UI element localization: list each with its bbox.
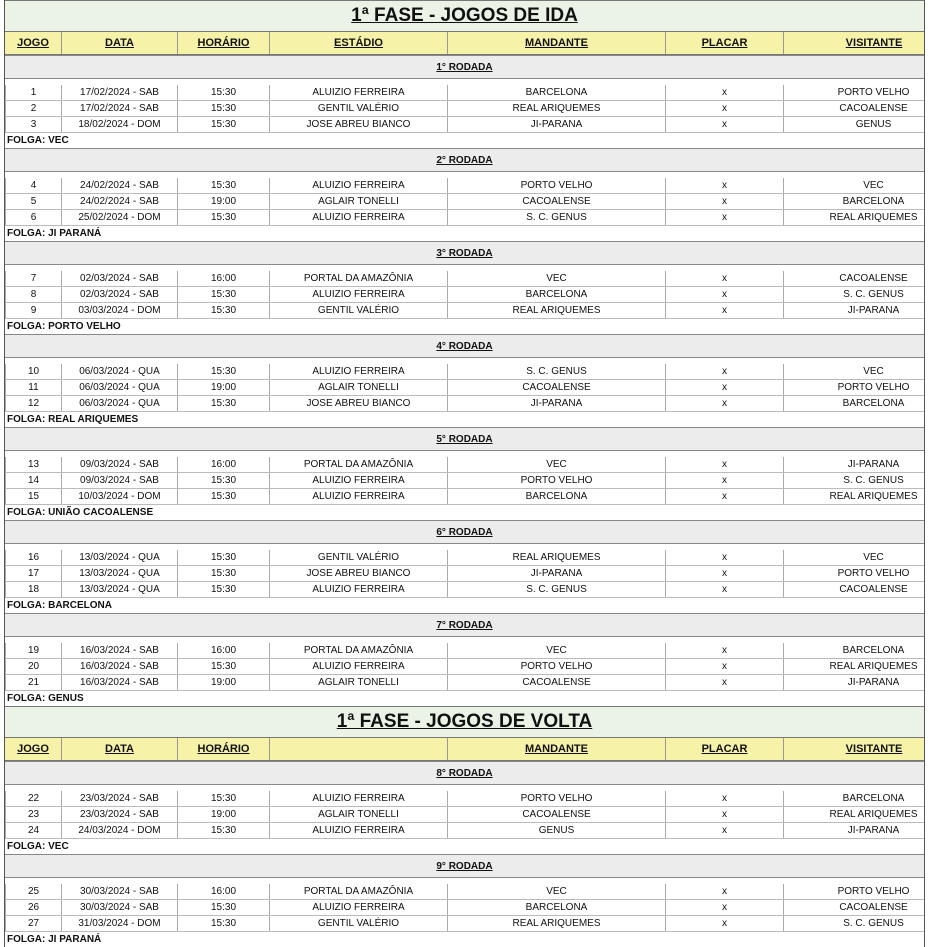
cell-mandante: BARCELONA [448, 489, 666, 504]
cell-visitante: S. C. GENUS [784, 473, 930, 488]
header-placar: PLACAR [666, 32, 784, 54]
cell-mandante: REAL ARIQUEMES [448, 550, 666, 565]
game-row [5, 791, 924, 807]
game-row [5, 271, 924, 287]
cell-jogo: 10 [5, 364, 62, 379]
cell-placar: x [666, 380, 784, 395]
cell-horario: 15:30 [178, 396, 270, 411]
cell-visitante: BARCELONA [784, 643, 930, 658]
cell-placar: x [666, 364, 784, 379]
cell-mandante: PORTO VELHO [448, 473, 666, 488]
cell-mandante: VEC [448, 643, 666, 658]
cell-placar: x [666, 550, 784, 565]
cell-visitante: CACOALENSE [784, 271, 930, 286]
game-row [5, 396, 924, 412]
cell-data: 30/03/2024 - SAB [62, 884, 178, 899]
cell-data: 16/03/2024 - SAB [62, 659, 178, 674]
cell-estadio: AGLAIR TONELLI [270, 194, 448, 209]
bye-note: FOLGA: JI PARANÁ [7, 228, 102, 239]
cell-visitante: S. C. GENUS [784, 287, 930, 302]
game-row [5, 916, 924, 932]
cell-visitante: VEC [784, 364, 930, 379]
header-mandante: MANDANTE [448, 738, 666, 760]
cell-mandante: VEC [448, 884, 666, 899]
game-row [5, 659, 924, 675]
schedule-sheet [4, 0, 925, 947]
cell-data: 24/02/2024 - SAB [62, 178, 178, 193]
cell-placar: x [666, 566, 784, 581]
cell-visitante: CACOALENSE [784, 101, 930, 116]
game-row [5, 900, 924, 916]
cell-data: 03/03/2024 - DOM [62, 303, 178, 318]
cell-placar: x [666, 396, 784, 411]
cell-horario: 16:00 [178, 643, 270, 658]
game-row [5, 457, 924, 473]
phase-title: 1ª FASE - JOGOS DE IDA [5, 0, 924, 32]
game-row [5, 85, 924, 101]
cell-visitante: CACOALENSE [784, 900, 930, 915]
cell-horario: 15:30 [178, 85, 270, 100]
game-row [5, 194, 924, 210]
game-row [5, 101, 924, 117]
cell-horario: 15:30 [178, 489, 270, 504]
cell-visitante: JI-PARANA [784, 457, 930, 472]
cell-estadio: JOSE ABREU BIANCO [270, 117, 448, 132]
cell-horario: 15:30 [178, 550, 270, 565]
cell-mandante: PORTO VELHO [448, 659, 666, 674]
cell-jogo: 21 [5, 675, 62, 690]
cell-placar: x [666, 473, 784, 488]
cell-data: 18/02/2024 - DOM [62, 117, 178, 132]
cell-estadio: GENTIL VALÉRIO [270, 101, 448, 116]
cell-visitante: S. C. GENUS [784, 916, 930, 931]
cell-data: 16/03/2024 - SAB [62, 643, 178, 658]
round-title: 3° RODADA [5, 241, 924, 265]
cell-horario: 15:30 [178, 364, 270, 379]
cell-placar: x [666, 916, 784, 931]
cell-horario: 15:30 [178, 210, 270, 225]
cell-data: 23/03/2024 - SAB [62, 807, 178, 822]
cell-mandante: REAL ARIQUEMES [448, 101, 666, 116]
cell-horario: 15:30 [178, 117, 270, 132]
cell-jogo: 25 [5, 884, 62, 899]
cell-jogo: 7 [5, 271, 62, 286]
cell-estadio: AGLAIR TONELLI [270, 380, 448, 395]
cell-estadio: ALUIZIO FERREIRA [270, 473, 448, 488]
cell-mandante: VEC [448, 271, 666, 286]
header-data: DATA [62, 738, 178, 760]
cell-placar: x [666, 303, 784, 318]
cell-estadio: JOSE ABREU BIANCO [270, 566, 448, 581]
cell-placar: x [666, 884, 784, 899]
cell-placar: x [666, 85, 784, 100]
cell-horario: 16:00 [178, 457, 270, 472]
bye-note: FOLGA: BARCELONA [7, 600, 112, 611]
game-row [5, 823, 924, 839]
cell-estadio: ALUIZIO FERREIRA [270, 210, 448, 225]
cell-data: 13/03/2024 - QUA [62, 566, 178, 581]
header-data: DATA [62, 32, 178, 54]
game-row [5, 473, 924, 489]
cell-jogo: 27 [5, 916, 62, 931]
cell-estadio: PORTAL DA AMAZÔNIA [270, 643, 448, 658]
cell-visitante: PORTO VELHO [784, 85, 930, 100]
cell-estadio: GENTIL VALÉRIO [270, 550, 448, 565]
cell-jogo: 19 [5, 643, 62, 658]
cell-jogo: 2 [5, 101, 62, 116]
cell-placar: x [666, 210, 784, 225]
cell-placar: x [666, 489, 784, 504]
cell-mandante: S. C. GENUS [448, 364, 666, 379]
cell-visitante: REAL ARIQUEMES [784, 489, 930, 504]
cell-horario: 15:30 [178, 791, 270, 806]
cell-mandante: JI-PARANA [448, 117, 666, 132]
cell-mandante: BARCELONA [448, 85, 666, 100]
cell-mandante: JI-PARANA [448, 566, 666, 581]
cell-data: 13/03/2024 - QUA [62, 550, 178, 565]
cell-jogo: 20 [5, 659, 62, 674]
cell-visitante: VEC [784, 550, 930, 565]
cell-placar: x [666, 643, 784, 658]
cell-visitante: REAL ARIQUEMES [784, 807, 930, 822]
cell-estadio: ALUIZIO FERREIRA [270, 791, 448, 806]
cell-data: 09/03/2024 - SAB [62, 457, 178, 472]
cell-data: 06/03/2024 - QUA [62, 396, 178, 411]
cell-estadio: ALUIZIO FERREIRA [270, 287, 448, 302]
game-row [5, 303, 924, 319]
bye-note: FOLGA: REAL ARIQUEMES [7, 414, 139, 425]
cell-mandante: S. C. GENUS [448, 210, 666, 225]
cell-jogo: 23 [5, 807, 62, 822]
game-row [5, 582, 924, 598]
cell-mandante: REAL ARIQUEMES [448, 303, 666, 318]
cell-data: 24/02/2024 - SAB [62, 194, 178, 209]
cell-data: 24/03/2024 - DOM [62, 823, 178, 838]
cell-mandante: REAL ARIQUEMES [448, 916, 666, 931]
column-header-row [5, 738, 924, 761]
cell-placar: x [666, 457, 784, 472]
cell-data: 16/03/2024 - SAB [62, 675, 178, 690]
cell-jogo: 14 [5, 473, 62, 488]
cell-horario: 19:00 [178, 675, 270, 690]
cell-horario: 15:30 [178, 303, 270, 318]
cell-estadio: ALUIZIO FERREIRA [270, 823, 448, 838]
bye-note: FOLGA: JI PARANÁ [7, 934, 102, 945]
cell-jogo: 22 [5, 791, 62, 806]
cell-horario: 15:30 [178, 900, 270, 915]
cell-data: 25/02/2024 - DOM [62, 210, 178, 225]
cell-data: 10/03/2024 - DOM [62, 489, 178, 504]
cell-horario: 19:00 [178, 380, 270, 395]
cell-data: 31/03/2024 - DOM [62, 916, 178, 931]
cell-jogo: 18 [5, 582, 62, 597]
cell-jogo: 13 [5, 457, 62, 472]
cell-jogo: 16 [5, 550, 62, 565]
cell-estadio: ALUIZIO FERREIRA [270, 900, 448, 915]
cell-data: 23/03/2024 - SAB [62, 791, 178, 806]
cell-visitante: BARCELONA [784, 194, 930, 209]
cell-estadio: GENTIL VALÉRIO [270, 916, 448, 931]
cell-visitante: PORTO VELHO [784, 884, 930, 899]
cell-data: 30/03/2024 - SAB [62, 900, 178, 915]
cell-mandante: BARCELONA [448, 287, 666, 302]
cell-jogo: 26 [5, 900, 62, 915]
cell-data: 17/02/2024 - SAB [62, 101, 178, 116]
cell-placar: x [666, 101, 784, 116]
game-row [5, 287, 924, 303]
cell-horario: 15:30 [178, 916, 270, 931]
cell-jogo: 1 [5, 85, 62, 100]
header-horario: HORÁRIO [178, 32, 270, 54]
game-row [5, 550, 924, 566]
round-title: 1° RODADA [5, 55, 924, 79]
cell-jogo: 11 [5, 380, 62, 395]
cell-mandante: BARCELONA [448, 900, 666, 915]
game-row [5, 210, 924, 226]
cell-placar: x [666, 194, 784, 209]
cell-data: 06/03/2024 - QUA [62, 380, 178, 395]
bye-note: FOLGA: VEC [7, 135, 69, 146]
cell-visitante: VEC [784, 178, 930, 193]
game-row [5, 566, 924, 582]
cell-mandante: CACOALENSE [448, 807, 666, 822]
cell-estadio: AGLAIR TONELLI [270, 807, 448, 822]
cell-horario: 15:30 [178, 659, 270, 674]
header-horario: HORÁRIO [178, 738, 270, 760]
cell-visitante: REAL ARIQUEMES [784, 659, 930, 674]
cell-mandante: PORTO VELHO [448, 791, 666, 806]
column-header-row [5, 32, 924, 55]
cell-data: 06/03/2024 - QUA [62, 364, 178, 379]
cell-horario: 15:30 [178, 473, 270, 488]
cell-horario: 19:00 [178, 807, 270, 822]
cell-mandante: CACOALENSE [448, 380, 666, 395]
cell-jogo: 9 [5, 303, 62, 318]
cell-data: 09/03/2024 - SAB [62, 473, 178, 488]
cell-placar: x [666, 117, 784, 132]
cell-estadio: PORTAL DA AMAZÔNIA [270, 457, 448, 472]
cell-jogo: 17 [5, 566, 62, 581]
cell-horario: 15:30 [178, 178, 270, 193]
cell-placar: x [666, 807, 784, 822]
game-row [5, 380, 924, 396]
cell-estadio: GENTIL VALÉRIO [270, 303, 448, 318]
round-title: 5° RODADA [5, 427, 924, 451]
header-placar: PLACAR [666, 738, 784, 760]
cell-placar: x [666, 582, 784, 597]
header-visitante: VISITANTE [845, 37, 903, 49]
cell-estadio: ALUIZIO FERREIRA [270, 178, 448, 193]
cell-mandante: PORTO VELHO [448, 178, 666, 193]
cell-placar: x [666, 271, 784, 286]
cell-placar: x [666, 900, 784, 915]
cell-mandante: GENUS [448, 823, 666, 838]
cell-mandante: S. C. GENUS [448, 582, 666, 597]
cell-estadio: ALUIZIO FERREIRA [270, 85, 448, 100]
cell-visitante: BARCELONA [784, 396, 930, 411]
round-title: 9° RODADA [5, 854, 924, 878]
cell-mandante: CACOALENSE [448, 194, 666, 209]
cell-visitante: PORTO VELHO [784, 566, 930, 581]
cell-visitante: REAL ARIQUEMES [784, 210, 930, 225]
bye-note: FOLGA: PORTO VELHO [7, 321, 121, 332]
game-row [5, 675, 924, 691]
cell-estadio: ALUIZIO FERREIRA [270, 659, 448, 674]
cell-placar: x [666, 287, 784, 302]
cell-estadio: ALUIZIO FERREIRA [270, 582, 448, 597]
game-row [5, 643, 924, 659]
header-estadio [270, 738, 448, 760]
cell-data: 13/03/2024 - QUA [62, 582, 178, 597]
cell-jogo: 15 [5, 489, 62, 504]
header-mandante: MANDANTE [448, 32, 666, 54]
bye-note: FOLGA: UNIÃO CACOALENSE [7, 507, 154, 518]
cell-placar: x [666, 823, 784, 838]
cell-data: 02/03/2024 - SAB [62, 287, 178, 302]
game-row [5, 489, 924, 505]
cell-jogo: 6 [5, 210, 62, 225]
cell-horario: 15:30 [178, 823, 270, 838]
cell-mandante: VEC [448, 457, 666, 472]
cell-horario: 19:00 [178, 194, 270, 209]
cell-mandante: CACOALENSE [448, 675, 666, 690]
round-title: 8° RODADA [5, 761, 924, 785]
cell-placar: x [666, 178, 784, 193]
cell-jogo: 4 [5, 178, 62, 193]
bye-note: FOLGA: GENUS [7, 693, 84, 704]
cell-estadio: JOSE ABREU BIANCO [270, 396, 448, 411]
cell-data: 02/03/2024 - SAB [62, 271, 178, 286]
game-row [5, 117, 924, 133]
cell-visitante: PORTO VELHO [784, 380, 930, 395]
game-row [5, 364, 924, 380]
cell-mandante: JI-PARANA [448, 396, 666, 411]
cell-jogo: 12 [5, 396, 62, 411]
cell-visitante: BARCELONA [784, 791, 930, 806]
phase-title: 1ª FASE - JOGOS DE VOLTA [5, 706, 924, 738]
cell-horario: 15:30 [178, 582, 270, 597]
game-row [5, 884, 924, 900]
cell-placar: x [666, 675, 784, 690]
cell-jogo: 3 [5, 117, 62, 132]
cell-visitante: JI-PARANA [784, 303, 930, 318]
cell-jogo: 24 [5, 823, 62, 838]
game-row [5, 178, 924, 194]
round-title: 2° RODADA [5, 148, 924, 172]
round-title: 4° RODADA [5, 334, 924, 358]
header-estadio: ESTÁDIO [270, 32, 448, 54]
cell-estadio: ALUIZIO FERREIRA [270, 364, 448, 379]
cell-visitante: JI-PARANA [784, 823, 930, 838]
cell-placar: x [666, 659, 784, 674]
cell-estadio: PORTAL DA AMAZÔNIA [270, 271, 448, 286]
cell-estadio: PORTAL DA AMAZÔNIA [270, 884, 448, 899]
round-title: 7° RODADA [5, 613, 924, 637]
cell-jogo: 8 [5, 287, 62, 302]
header-jogo: JOGO [5, 32, 62, 54]
round-title: 6° RODADA [5, 520, 924, 544]
cell-visitante: CACOALENSE [784, 582, 930, 597]
cell-jogo: 5 [5, 194, 62, 209]
header-visitante: VISITANTE [845, 743, 903, 755]
cell-horario: 16:00 [178, 271, 270, 286]
bye-note: FOLGA: VEC [7, 841, 69, 852]
cell-horario: 16:00 [178, 884, 270, 899]
cell-horario: 15:30 [178, 101, 270, 116]
cell-estadio: ALUIZIO FERREIRA [270, 489, 448, 504]
header-jogo: JOGO [5, 738, 62, 760]
cell-horario: 15:30 [178, 566, 270, 581]
cell-visitante: JI-PARANA [784, 675, 930, 690]
game-row [5, 807, 924, 823]
cell-placar: x [666, 791, 784, 806]
cell-visitante: GENUS [784, 117, 930, 132]
cell-horario: 15:30 [178, 287, 270, 302]
cell-data: 17/02/2024 - SAB [62, 85, 178, 100]
cell-estadio: AGLAIR TONELLI [270, 675, 448, 690]
